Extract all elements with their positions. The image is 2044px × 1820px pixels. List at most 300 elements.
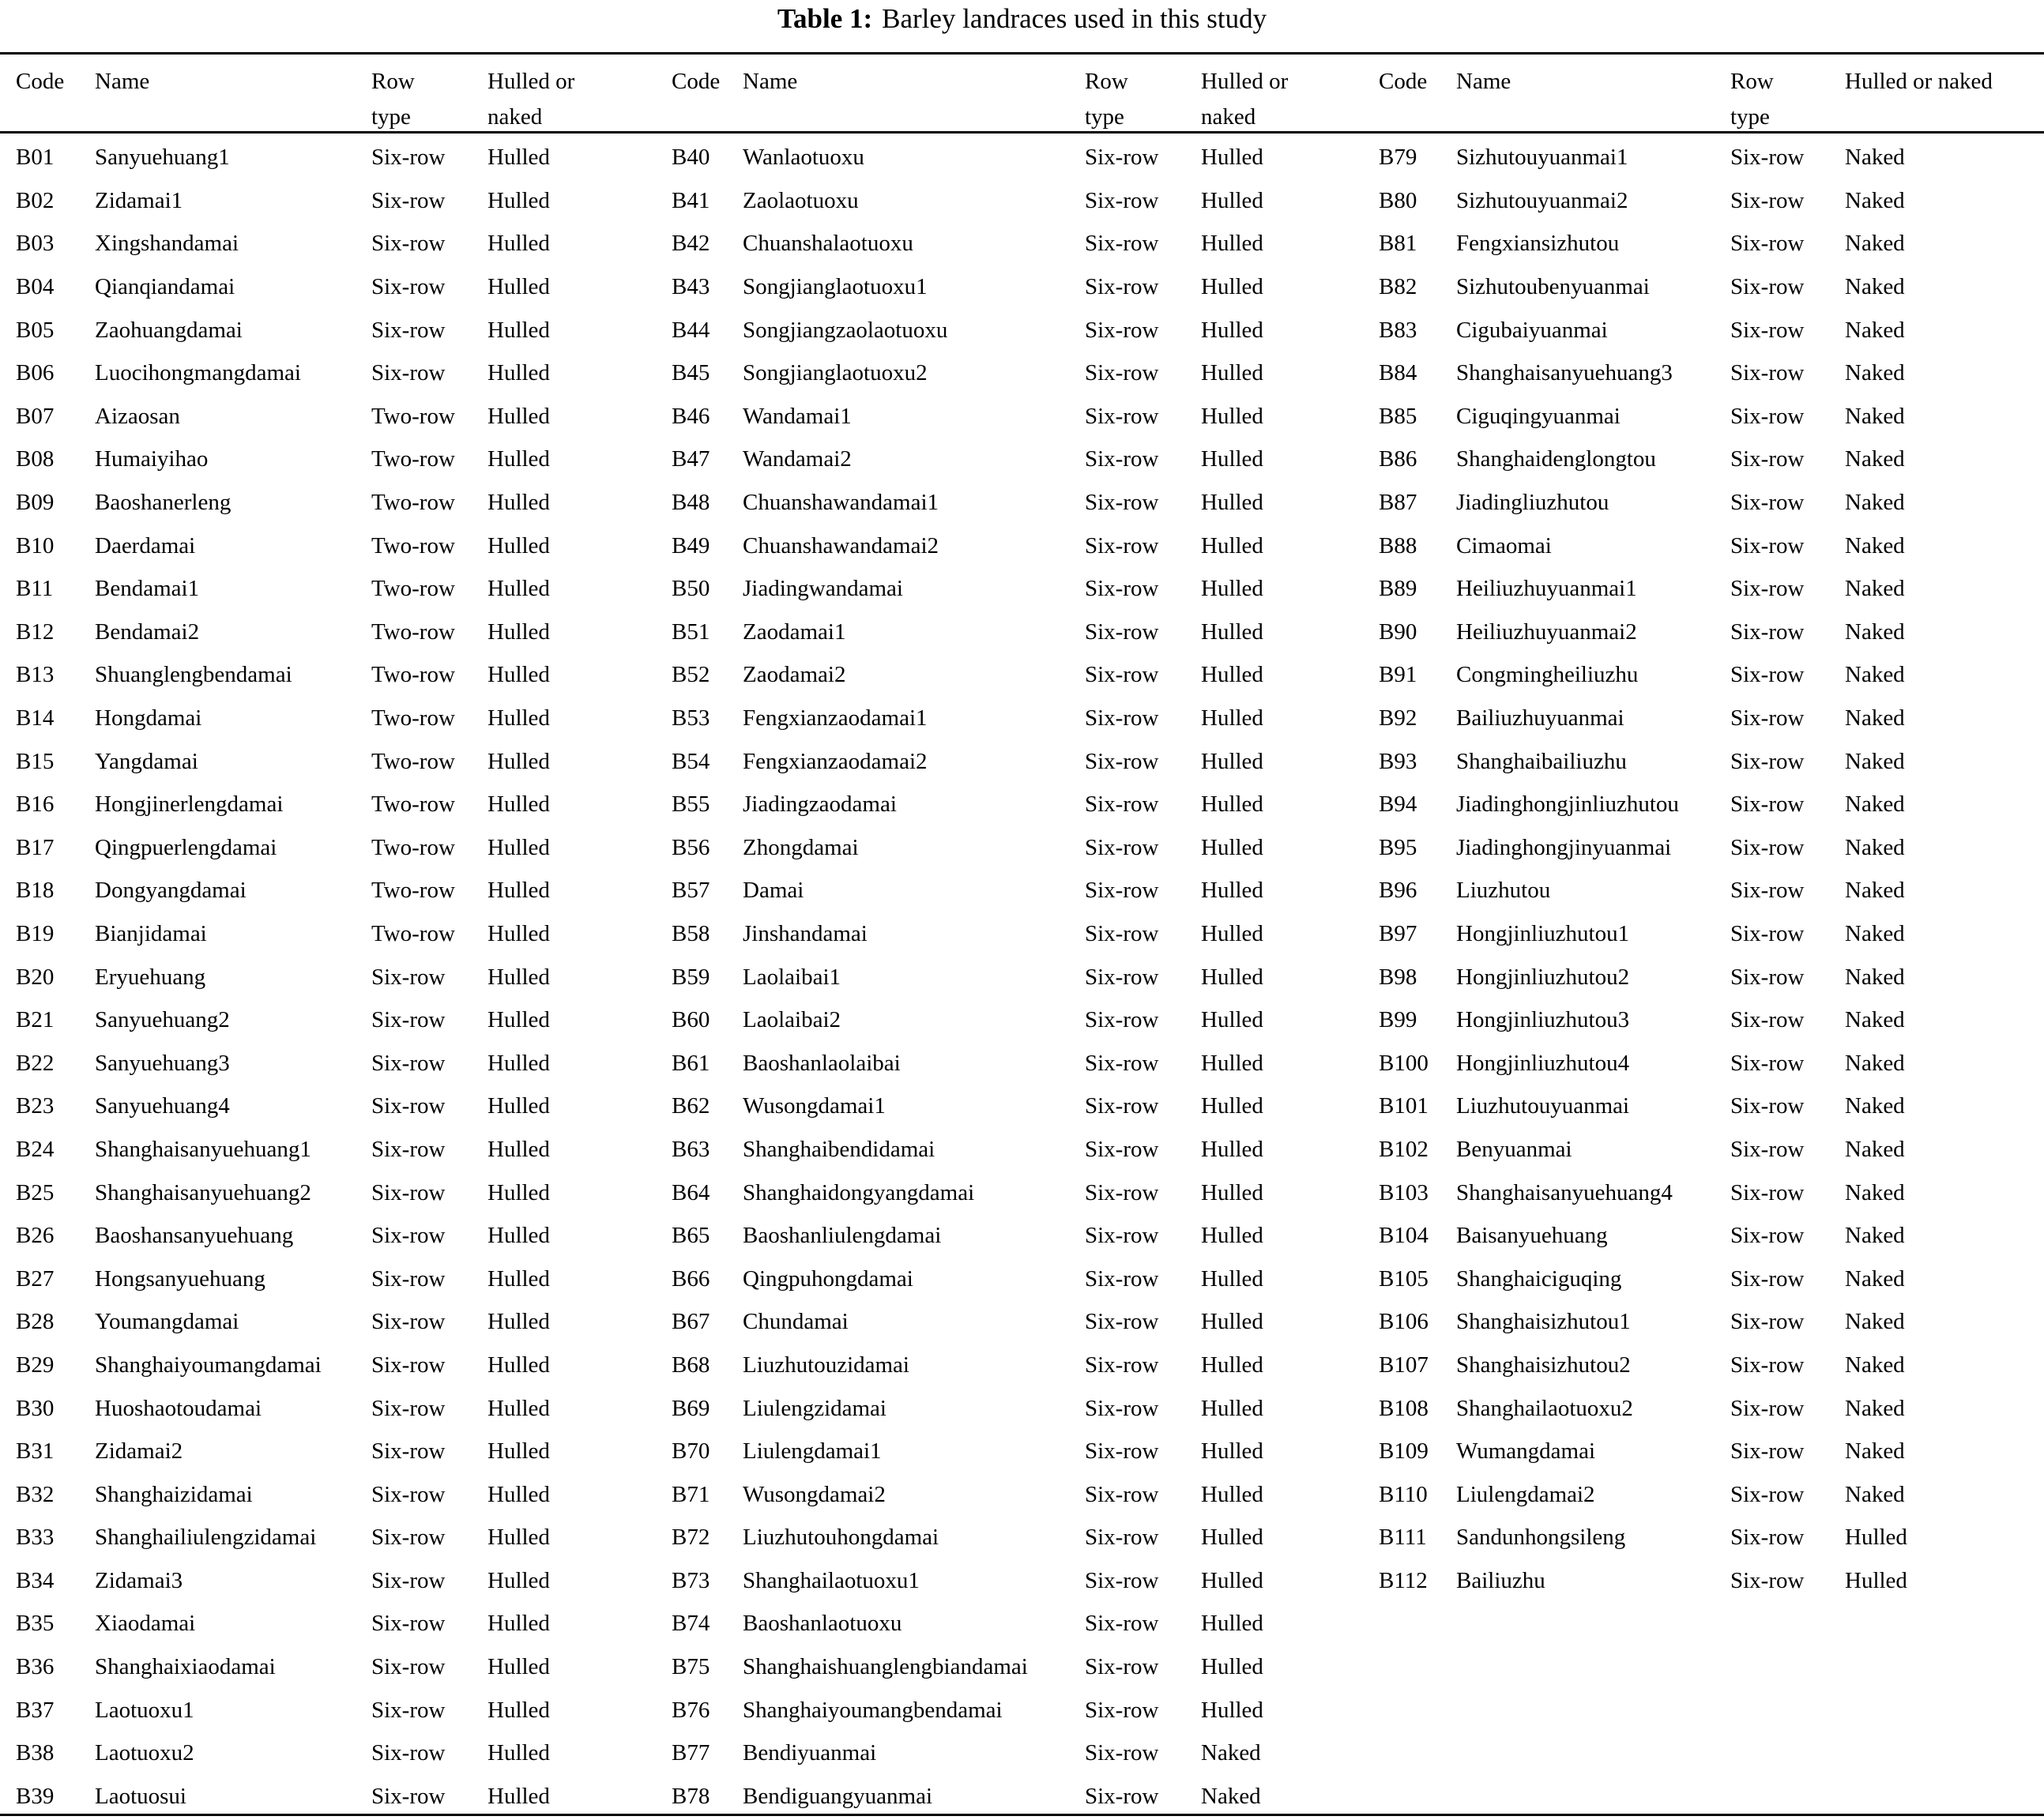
row-type-cell: Six-row [1085, 662, 1159, 688]
code-cell: B55 [672, 792, 710, 818]
code-cell: B11 [16, 576, 54, 602]
code-cell: B02 [16, 187, 55, 213]
row-type-cell: Six-row [1085, 145, 1159, 171]
code-cell: B102 [1379, 1136, 1429, 1162]
row-type-cell: Six-row [371, 1611, 446, 1637]
table-row [672, 998, 1377, 1042]
row-type-cell: Six-row [371, 1438, 446, 1465]
row-type-cell: Six-row [371, 1395, 446, 1421]
code-cell: B61 [672, 1050, 710, 1076]
code-cell: B14 [16, 705, 55, 731]
row-type-cell: Six-row [1085, 317, 1159, 343]
code-cell: B112 [1379, 1567, 1428, 1593]
code-cell: B74 [672, 1611, 710, 1637]
name-cell: Bailiuzhu [1456, 1567, 1545, 1593]
row-type-cell: Six-row [1085, 1265, 1159, 1292]
code-cell: B08 [16, 446, 55, 472]
row-type-cell: Six-row [1085, 1611, 1159, 1637]
table-row [1379, 611, 2044, 654]
hulled-cell: Hulled [1201, 1007, 1263, 1033]
row-type-cell: Two-row [371, 705, 455, 731]
table-row [16, 912, 670, 956]
hulled-cell: Hulled [1201, 1525, 1263, 1551]
table-row [16, 352, 670, 395]
code-cell: B27 [16, 1265, 55, 1292]
code-cell: B98 [1379, 964, 1417, 990]
row-type-cell: Six-row [1730, 274, 1805, 300]
name-cell: Shanghaiyoumangbendamai [743, 1697, 1003, 1723]
name-cell: Baoshanerleng [95, 490, 232, 516]
hulled-cell: Naked [1845, 1136, 1905, 1162]
code-cell: B10 [16, 532, 55, 558]
name-cell: Laolaibai1 [743, 964, 841, 990]
table-row [1379, 697, 2044, 740]
hulled-cell: Hulled [1201, 1179, 1263, 1205]
code-cell: B83 [1379, 317, 1417, 343]
table-row [1379, 783, 2044, 826]
row-type-cell: Two-row [371, 619, 455, 645]
table-row [672, 1128, 1377, 1171]
hulled-cell: Hulled [1201, 446, 1263, 472]
table-row [1379, 1516, 2044, 1559]
header-row-type: Row type [1085, 69, 1128, 130]
name-cell: Cigubaiyuanmai [1456, 317, 1608, 343]
table-row [16, 998, 670, 1042]
name-cell: Hongsanyuehuang [95, 1265, 265, 1292]
code-cell: B49 [672, 532, 710, 558]
table-row [16, 1300, 670, 1344]
table-row [16, 739, 670, 783]
code-cell: B56 [672, 834, 710, 860]
table-row [1379, 1344, 2044, 1387]
table-row [16, 955, 670, 998]
table-row [1379, 869, 2044, 912]
name-cell: Jiadinghongjinliuzhutou [1456, 792, 1679, 818]
row-type-cell: Six-row [1730, 532, 1805, 558]
table-row [1379, 1041, 2044, 1085]
row-type-cell: Six-row [1085, 1309, 1159, 1335]
table-row [1379, 481, 2044, 525]
row-type-cell: Six-row [1085, 1697, 1159, 1723]
name-cell: Qianqiandamai [95, 274, 235, 300]
code-cell: B22 [16, 1050, 55, 1076]
row-type-cell: Six-row [1730, 1050, 1805, 1076]
row-type-cell: Six-row [371, 231, 446, 257]
code-cell: B78 [672, 1783, 710, 1809]
table-row [16, 783, 670, 826]
row-type-cell: Six-row [1085, 1352, 1159, 1378]
code-cell: B106 [1379, 1309, 1429, 1335]
hulled-cell: Hulled [487, 274, 550, 300]
name-cell: Hongjinliuzhutou4 [1456, 1050, 1630, 1076]
name-cell: Zidamai2 [95, 1438, 183, 1465]
code-cell: B18 [16, 878, 55, 904]
row-type-cell: Six-row [371, 1179, 446, 1205]
name-cell: Songjianglaotuoxu2 [743, 360, 928, 386]
table-row [1379, 136, 2044, 179]
row-type-cell: Six-row [371, 1654, 446, 1680]
table-row [1379, 1214, 2044, 1258]
name-cell: Cimaomai [1456, 532, 1552, 558]
name-cell: Songjiangzaolaotuoxu [743, 317, 948, 343]
name-cell: Bianjidamai [95, 920, 207, 946]
name-cell: Sanyuehuang1 [95, 145, 230, 171]
hulled-cell: Naked [1845, 187, 1905, 213]
table-row [672, 1645, 1377, 1689]
code-cell: B110 [1379, 1481, 1428, 1507]
hulled-cell: Hulled [487, 1007, 550, 1033]
hulled-cell: Hulled [1201, 1567, 1263, 1593]
hulled-cell: Hulled [1845, 1567, 1907, 1593]
code-cell: B100 [1379, 1050, 1429, 1076]
hulled-cell: Hulled [1201, 1136, 1263, 1162]
code-cell: B62 [672, 1093, 710, 1119]
code-cell: B65 [672, 1223, 710, 1249]
table-row [672, 567, 1377, 611]
table-column-group-3 [1379, 0, 2044, 1820]
code-cell: B111 [1379, 1525, 1427, 1551]
code-cell: B103 [1379, 1179, 1429, 1205]
table-column-group-1 [16, 0, 670, 1820]
table-row [672, 611, 1377, 654]
table-row [672, 1516, 1377, 1559]
hulled-cell: Hulled [487, 1223, 550, 1249]
code-cell: B69 [672, 1395, 710, 1421]
row-type-cell: Six-row [1730, 576, 1805, 602]
hulled-cell: Naked [1845, 576, 1905, 602]
code-cell: B47 [672, 446, 710, 472]
table-row [1379, 395, 2044, 438]
code-cell: B75 [672, 1654, 710, 1680]
name-cell: Wumangdamai [1456, 1438, 1595, 1465]
hulled-cell: Hulled [487, 446, 550, 472]
code-cell: B38 [16, 1740, 55, 1766]
table-row [1379, 1257, 2044, 1300]
row-type-cell: Six-row [371, 964, 446, 990]
hulled-cell: Hulled [487, 1179, 550, 1205]
row-type-cell: Six-row [1085, 834, 1159, 860]
name-cell: Jiadingwandamai [743, 576, 903, 602]
code-cell: B92 [1379, 705, 1417, 731]
row-type-cell: Six-row [1730, 360, 1805, 386]
hulled-cell: Hulled [1201, 964, 1263, 990]
code-cell: B107 [1379, 1352, 1429, 1378]
code-cell: B68 [672, 1352, 710, 1378]
code-cell: B15 [16, 748, 55, 774]
row-type-cell: Six-row [1085, 748, 1159, 774]
hulled-cell: Hulled [487, 619, 550, 645]
table-row [672, 1472, 1377, 1516]
name-cell: Laolaibai2 [743, 1007, 841, 1033]
name-cell: Shanghaidongyangdamai [743, 1179, 975, 1205]
hulled-cell: Hulled [487, 1783, 550, 1809]
row-type-cell: Six-row [1730, 920, 1805, 946]
name-cell: Liuzhutouyuanmai [1456, 1093, 1630, 1119]
row-type-cell: Six-row [1085, 360, 1159, 386]
table-row [1379, 1472, 2044, 1516]
hulled-cell: Hulled [487, 532, 550, 558]
name-cell: Bendiyuanmai [743, 1740, 877, 1766]
name-cell: Shanghailaotuoxu1 [743, 1567, 920, 1593]
name-cell: Baoshanliulengdamai [743, 1223, 942, 1249]
name-cell: Wandamai2 [743, 446, 852, 472]
header-code: Code [672, 69, 721, 94]
name-cell: Heiliuzhuyuanmai2 [1456, 619, 1637, 645]
hulled-cell: Naked [1845, 705, 1905, 731]
row-type-cell: Two-row [371, 792, 455, 818]
row-type-cell: Six-row [371, 1093, 446, 1119]
name-cell: Zidamai3 [95, 1567, 183, 1593]
table-caption-text: Barley landraces used in this study [882, 3, 1267, 34]
table-row [1379, 265, 2044, 309]
code-cell: B86 [1379, 446, 1417, 472]
table-row [1379, 912, 2044, 956]
hulled-cell: Naked [1845, 964, 1905, 990]
table-header-row [672, 55, 1377, 131]
row-type-cell: Six-row [1730, 1481, 1805, 1507]
table-row [1379, 179, 2044, 223]
row-type-cell: Six-row [371, 1567, 446, 1593]
hulled-cell: Hulled [487, 792, 550, 818]
code-cell: B82 [1379, 274, 1417, 300]
row-type-cell: Two-row [371, 490, 455, 516]
name-cell: Wusongdamai1 [743, 1093, 886, 1119]
row-type-cell: Six-row [371, 187, 446, 213]
code-cell: B32 [16, 1481, 55, 1507]
hulled-cell: Hulled [1201, 1697, 1263, 1723]
name-cell: Luocihongmangdamai [95, 360, 301, 386]
name-cell: Liuzhutou [1456, 878, 1551, 904]
hulled-cell: Hulled [1201, 705, 1263, 731]
name-cell: Baoshanlaotuoxu [743, 1611, 902, 1637]
name-cell: Zidamai1 [95, 187, 183, 213]
table-row [16, 1344, 670, 1387]
name-cell: Liuzhutouhongdamai [743, 1525, 939, 1551]
row-type-cell: Six-row [1730, 1265, 1805, 1292]
table-row [16, 308, 670, 352]
code-cell: B37 [16, 1697, 55, 1723]
name-cell: Jinshandamai [743, 920, 868, 946]
name-cell: Liuzhutouzidamai [743, 1352, 909, 1378]
name-cell: Dongyangdamai [95, 878, 247, 904]
row-type-cell: Six-row [371, 1740, 446, 1766]
code-cell: B35 [16, 1611, 55, 1637]
name-cell: Zaolaotuoxu [743, 187, 859, 213]
hulled-cell: Hulled [487, 490, 550, 516]
hulled-cell: Hulled [1201, 576, 1263, 602]
code-cell: B43 [672, 274, 710, 300]
name-cell: Wanlaotuoxu [743, 145, 864, 171]
hulled-cell: Hulled [1201, 1050, 1263, 1076]
code-cell: B21 [16, 1007, 55, 1033]
name-cell: Aizaosan [95, 403, 180, 429]
row-type-cell: Two-row [371, 662, 455, 688]
hulled-cell: Naked [1845, 619, 1905, 645]
row-type-cell: Six-row [371, 317, 446, 343]
row-type-cell: Six-row [371, 1223, 446, 1249]
hulled-cell: Hulled [487, 964, 550, 990]
row-type-cell: Six-row [1085, 619, 1159, 645]
table-row [672, 395, 1377, 438]
name-cell: Hongjinerlengdamai [95, 792, 284, 818]
name-cell: Laotuoxu1 [95, 1697, 194, 1723]
row-type-cell: Six-row [1730, 748, 1805, 774]
code-cell: B101 [1379, 1093, 1429, 1119]
hulled-cell: Hulled [487, 1395, 550, 1421]
row-type-cell: Six-row [371, 274, 446, 300]
code-cell: B91 [1379, 662, 1417, 688]
header-code: Code [1379, 69, 1428, 94]
table-column-group-2 [672, 0, 1377, 1820]
code-cell: B88 [1379, 532, 1417, 558]
table-row [672, 1732, 1377, 1775]
code-cell: B16 [16, 792, 55, 818]
table-row [672, 697, 1377, 740]
hulled-cell: Hulled [1201, 187, 1263, 213]
name-cell: Sanyuehuang2 [95, 1007, 230, 1033]
row-type-cell: Six-row [1085, 920, 1159, 946]
code-cell: B23 [16, 1093, 55, 1119]
hulled-cell: Hulled [487, 317, 550, 343]
table-row [16, 1214, 670, 1258]
name-cell: Liulengzidamai [743, 1395, 886, 1421]
code-cell: B17 [16, 834, 55, 860]
row-type-cell: Six-row [1085, 1481, 1159, 1507]
code-cell: B33 [16, 1525, 55, 1551]
code-cell: B48 [672, 490, 710, 516]
code-cell: B59 [672, 964, 710, 990]
row-type-cell: Six-row [1730, 1093, 1805, 1119]
table-row [16, 1688, 670, 1732]
hulled-cell: Naked [1201, 1740, 1261, 1766]
table-row [16, 1257, 670, 1300]
row-type-cell: Six-row [1730, 662, 1805, 688]
hulled-cell: Hulled [487, 1093, 550, 1119]
hulled-cell: Naked [1845, 145, 1905, 171]
row-type-cell: Six-row [1730, 792, 1805, 818]
hulled-cell: Hulled [487, 403, 550, 429]
name-cell: Baisanyuehuang [1456, 1223, 1608, 1249]
table-row [16, 653, 670, 697]
table-body [1379, 136, 2044, 1602]
hulled-cell: Naked [1845, 274, 1905, 300]
hulled-cell: Hulled [487, 1740, 550, 1766]
hulled-cell: Hulled [1201, 1093, 1263, 1119]
table-row [16, 265, 670, 309]
table-row [16, 1559, 670, 1603]
code-cell: B01 [16, 145, 55, 171]
code-cell: B09 [16, 490, 55, 516]
name-cell: Hongdamai [95, 705, 202, 731]
name-cell: Bendamai2 [95, 619, 200, 645]
table-row [16, 1041, 670, 1085]
row-type-cell: Six-row [371, 1525, 446, 1551]
row-type-cell: Six-row [1085, 1050, 1159, 1076]
hulled-cell: Hulled [487, 1567, 550, 1593]
table-row [672, 955, 1377, 998]
name-cell: Chuanshawandamai2 [743, 532, 939, 558]
table-row [672, 653, 1377, 697]
row-type-cell: Two-row [371, 748, 455, 774]
table-row [672, 912, 1377, 956]
code-cell: B60 [672, 1007, 710, 1033]
name-cell: Hongjinliuzhutou1 [1456, 920, 1630, 946]
row-type-cell: Six-row [1085, 1567, 1159, 1593]
code-cell: B64 [672, 1179, 710, 1205]
hulled-cell: Hulled [487, 231, 550, 257]
table-row [1379, 438, 2044, 481]
name-cell: Bendiguangyuanmai [743, 1783, 933, 1809]
header-hulled-or-naked: Hulled or naked [1845, 69, 1993, 94]
table-row [16, 1085, 670, 1128]
code-cell: B19 [16, 920, 55, 946]
table-row [1379, 998, 2044, 1042]
table-row [16, 395, 670, 438]
table-header-row [1379, 55, 2044, 131]
name-cell: Zaodamai1 [743, 619, 846, 645]
name-cell: Sizhutouyuanmai2 [1456, 187, 1628, 213]
table-row [672, 1214, 1377, 1258]
code-cell: B94 [1379, 792, 1417, 818]
table-caption-label: Table 1: [777, 3, 873, 34]
row-type-cell: Six-row [1730, 1352, 1805, 1378]
code-cell: B45 [672, 360, 710, 386]
code-cell: B73 [672, 1567, 710, 1593]
table-row [672, 783, 1377, 826]
row-type-cell: Six-row [1730, 705, 1805, 731]
name-cell: Damai [743, 878, 804, 904]
name-cell: Zhongdamai [743, 834, 859, 860]
code-cell: B89 [1379, 576, 1417, 602]
row-type-cell: Two-row [371, 532, 455, 558]
hulled-cell: Hulled [487, 360, 550, 386]
code-cell: B44 [672, 317, 710, 343]
code-cell: B104 [1379, 1223, 1429, 1249]
hulled-cell: Naked [1845, 1352, 1905, 1378]
hulled-cell: Hulled [1201, 792, 1263, 818]
hulled-cell: Hulled [1201, 748, 1263, 774]
table-row [16, 1775, 670, 1818]
table-row [16, 1472, 670, 1516]
row-type-cell: Six-row [1730, 317, 1805, 343]
table-row [1379, 1300, 2044, 1344]
code-cell: B07 [16, 403, 55, 429]
table-row [672, 1775, 1377, 1818]
row-type-cell: Six-row [1085, 792, 1159, 818]
table-row [1379, 1085, 2044, 1128]
name-cell: Liulengdamai1 [743, 1438, 882, 1465]
row-type-cell: Six-row [1730, 1223, 1805, 1249]
table-row [16, 1128, 670, 1171]
name-cell: Shanghaixiaodamai [95, 1654, 276, 1680]
name-cell: Qingpuerlengdamai [95, 834, 277, 860]
hulled-cell: Hulled [487, 1265, 550, 1292]
name-cell: Baoshanlaolaibai [743, 1050, 901, 1076]
name-cell: Jiadinghongjinyuanmai [1456, 834, 1672, 860]
row-type-cell: Six-row [371, 360, 446, 386]
row-type-cell: Six-row [1730, 1179, 1805, 1205]
name-cell: Fengxiansizhutou [1456, 231, 1620, 257]
row-type-cell: Six-row [1730, 1567, 1805, 1593]
hulled-cell: Hulled [487, 1438, 550, 1465]
row-type-cell: Six-row [371, 1783, 446, 1809]
name-cell: Shanghaisizhutou1 [1456, 1309, 1631, 1335]
table-row [1379, 1171, 2044, 1214]
hulled-cell: Hulled [1201, 490, 1263, 516]
row-type-cell: Six-row [371, 1050, 446, 1076]
hulled-cell: Hulled [1201, 834, 1263, 860]
hulled-cell: Naked [1845, 360, 1905, 386]
